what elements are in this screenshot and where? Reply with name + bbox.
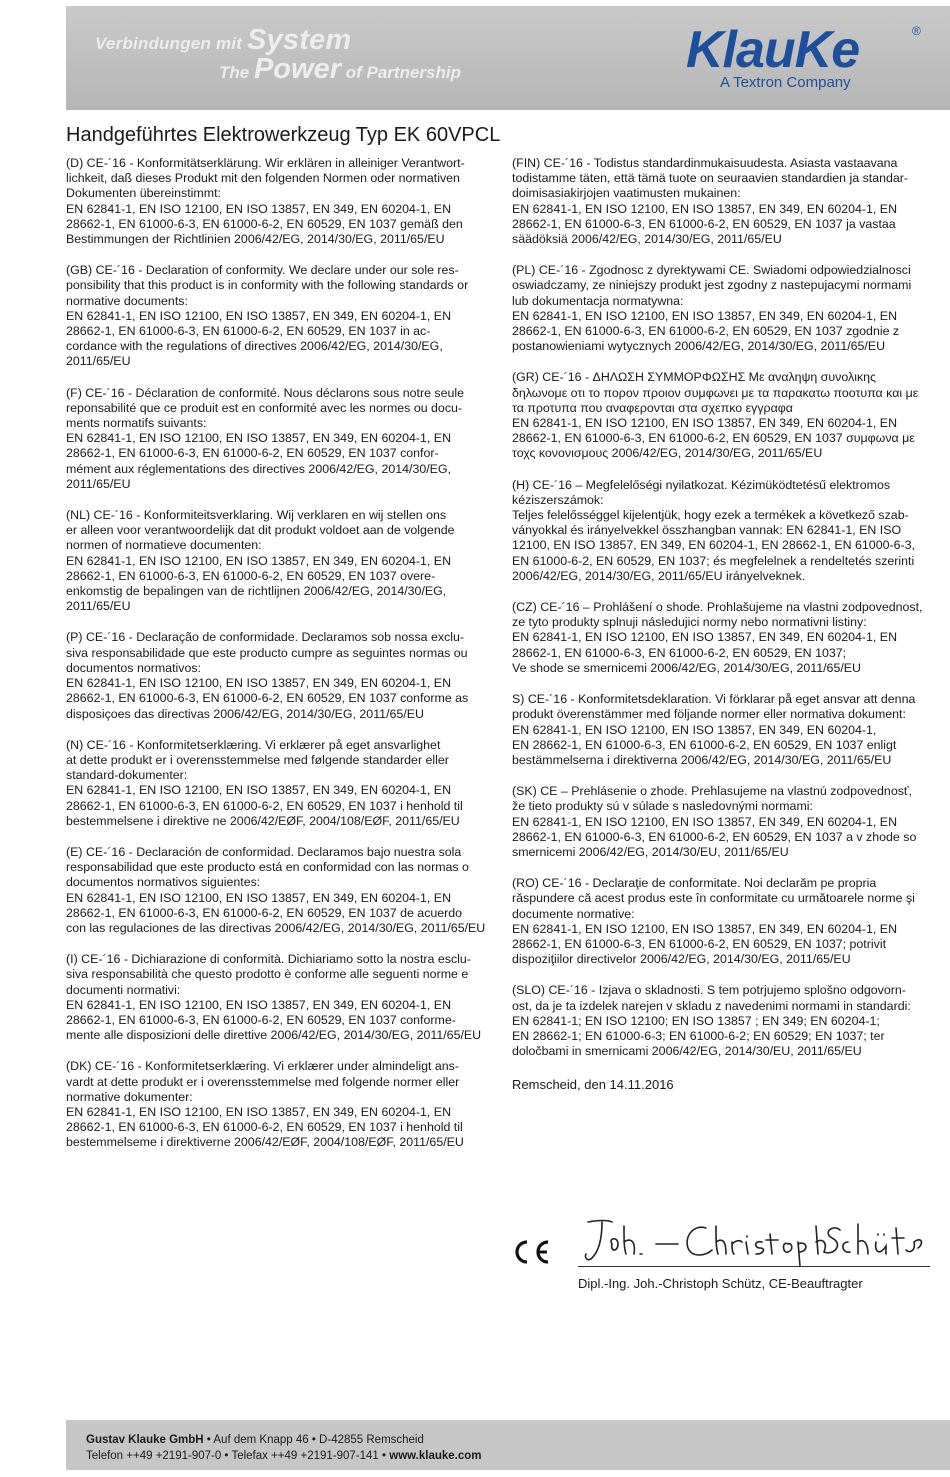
slogan-line-2-c: of Partnership bbox=[345, 63, 461, 82]
declaration-dk: (DK) CE-´16 - Konformitetserklæring. Vi erklærer under almindeligt ans- vardt at dette produkt er i overensstemmelse med folgende normer eller normative dokumenter: EN 62841-1, EN ISO 12100, EN ISO 13857, EN 349, EN 60204-1, EN 28662-1, EN 61000-6-3, EN 61000-6-2, EN 60529, EN 1037 i henhold til bestemmelseme i direktiverne 2006/42/EØF, 2004/108/EØF, 2011/65/EU bbox=[66, 1059, 464, 1150]
slogan bbox=[95, 24, 461, 86]
logo-wordmark: KlauKe bbox=[686, 21, 860, 79]
klauke-logo bbox=[686, 21, 926, 91]
declaration-cz: (CZ) CE-´16 – Prohlášení o shode. Prohlašujeme na vlastni zodpovednost, ze tyto produkty splnuji následujici normy nebo normativni listiny: EN 62841-1, EN ISO 12100, EN ISO 13857, EN 349, EN 60204-1, EN 28662-1, EN 61000-6-3, EN 61000-6-2, EN 60529, EN 1037; Ve shode se smernicemi 2006/42/EG, 2014/30/EG, 2011/65/EU bbox=[512, 600, 923, 675]
declaration-nl: (NL) CE-´16 - Konformiteitsverklaring. Wij verklaren en wij stellen ons er alleen voor verantwoordelijk dat dit produkt voldoet aan de volgende normen of normatieve documenten: EN 62841-1, EN ISO 12100, EN ISO 13857, EN 349, EN 60204-1, EN 28662-1, EN 61000-6-3, EN 61000-6-2, EN 60529, EN 1037 overe- enkomstig de bepalingen van de richtlijnen 2006/42/EG, 2014/30/EG, 2011/65/EU bbox=[66, 508, 455, 614]
footer-line-1 bbox=[86, 1432, 482, 1448]
right-column bbox=[512, 156, 950, 1092]
left-column bbox=[66, 156, 504, 1151]
declaration-ro: (RO) CE-´16 - Declaraţie de conformitate. Noi declarăm pe propria răspundere că acest produs este în conformitate cu următoarele norme şi documente normative: EN 62841-1, EN ISO 12100, EN ISO 13857, EN 349, EN 60204-1, EN 28662-1, EN 61000-6-3, EN 61000-6-2, EN 60529, EN 1037; potrivit dispoziţiilor directivelor 2006/42/EG, 2014/30/EG, 2011/65/EU bbox=[512, 876, 915, 967]
declaration-p: (P) CE-´16 - Declaração de conformidade. Declaramos sob nossa exclu- siva responsabilidade que este producto cumpre as seguintes normas ou documentos normativos: EN 62841-1, EN ISO 12100, EN ISO 13857, EN 349, EN 60204-1, EN 28662-1, EN 61000-6-3, EN 61000-6-2, EN 60529, EN 1037 conforme as disposiçoes das directivas 2006/42/EG, 2014/30/EG, 2011/65/EU bbox=[66, 630, 469, 721]
declaration-n: (N) CE-´16 - Konformitetserklæring. Vi erklærer på eget ansvarlighet at dette produkt er i overensstemmelse med følgende standarder eller standard-dokumenter: EN 62841-1, EN ISO 12100, EN ISO 13857, EN 349, EN 60204-1, EN 28662-1, EN 61000-6-3, EN 61000-6-2, EN 60529, EN 1037 i henhold til bestemmelsene i direktive ne 2006/42/EØF, 2004/108/EØF, 2011/65/EU bbox=[66, 737, 463, 828]
footer bbox=[66, 1420, 950, 1470]
declaration-gb: (GB) CE-´16 - Declaration of conformity. We declare under our sole res- ponsibility that this product is in conformity with the following standards or normative documents: EN 62841-1, EN ISO 12100, EN ISO 13857, EN 349, EN 60204-1, EN 28662-1, EN 61000-6-3, EN 61000-6-2, EN 60529, EN 1037 in ac- cordance with the regulations of directives 2006/42/EG, 2014/30/EG, 2011/65/EU bbox=[66, 263, 469, 369]
declaration-slo: (SLO) CE-´16 - Izjava o skladnosti. S tem potrjujemo splošno odgovorn- ost, da je ta izdelek narejen v skladu z navedenimi normami in standardi: EN 62841-1; EN ISO 12100; EN ISO 13857 ; EN 349; EN 60204-1; EN 28662-1; EN 61000-6-3; EN 61000-6-2; EN 60529; EN 1037; ter določbami in smernicami 2006/42/EG, 2014/30/EU, 2011/65/EU bbox=[512, 983, 911, 1059]
footer-line-2 bbox=[86, 1448, 482, 1464]
declaration-d: (D) CE-´16 - Konformitätserklärung. Wir erklären in alleiniger Verantwort- lichkeit, daß dieses Produkt mit den folgenden Normen oder normativen Dokumenten übereinstimmt: EN 62841-1, EN ISO 12100, EN ISO 13857, EN 349, EN 60204-1, EN 28662-1, EN 61000-6-3, EN 61000-6-2, EN 60529, EN 1037 gemäß den Bestimmungen der Richtlinien 2006/42/EG, 2014/30/EG, 2011/65/EU bbox=[66, 156, 465, 247]
declaration-pl: (PL) CE-´16 - Zgodnosc z dyrektywami CE. Swiadomi odpowiedzialnosci oswiadczamy, ze niniejszy produkt jest zgodny z nastepujacymi normami lub dokumentacja normatywna: EN 62841-1, EN ISO 12100, EN ISO 13857, EN 349, EN 60204-1, EN 28662-1, EN 61000-6-3, EN 61000-6-2, EN 60529, EN 1037 zgodnie z postanowieniami wytycznych 2006/42/EG, 2014/30/EG, 2011/65/EU bbox=[512, 263, 912, 354]
declaration-s: S) CE-´16 - Konformitetsdeklaration. Vi förklarar på eget ansvar att denna produkt överenstämmer med följande normer eller normativa dokument: EN 62841-1, EN ISO 12100, EN ISO 13857, EN 349, EN 60204-1, EN 28662-1, EN 61000-6-3, EN 61000-6-2, EN 60529, EN 1037 enligt bestämmelserna i direktiverna 2006/42/EG, 2014/30/EG, 2011/65/EU bbox=[512, 692, 916, 767]
ce-mark-icon bbox=[512, 1238, 552, 1266]
declaration-h: (H) CE-´16 – Megfelelőségi nyilatkozat. Kézimüködtetésű elektromos kéziszerszámok: Teljes felelősséggel kijelentjük, hogy ezek a termékek a következő szab- ványokkal és irányelvekkel összhangban vannak: EN 62841-1, EN ISO 12100, EN ISO 13857, EN 349, EN 60204-1, EN 28662-1, EN 61000-6-3, EN 61000-6-2, EN 60529, EN 1037; és megfelelnek a rendeltetés szerinti 2006/42/EG, 2014/30/EG, 2011/65/EU irányelveknek. bbox=[512, 477, 915, 583]
footer-phone-fax: Telefon ++49 +2191-907-0 • Telefax ++49 +2191-907-141 • bbox=[86, 1450, 390, 1462]
footer-website-link[interactable]: www.klauke.com bbox=[389, 1450, 482, 1462]
registered-mark: ® bbox=[912, 24, 921, 38]
signer-name: Dipl.-Ing. Joh.-Christoph Schütz, CE-Beauftragter bbox=[578, 1276, 863, 1291]
document-title: Handgeführtes Elektrowerkzeug Typ EK 60VPCL bbox=[66, 124, 501, 146]
declaration-f: (F) CE-´16 - Déclaration de conformité. Nous déclarons sous notre seule reponsabilité que ce produit est en conformité avec les normes ou docu- ments normatifs suivants: EN 62841-1, EN ISO 12100, EN ISO 13857, EN 349, EN 60204-1, EN 28662-1, EN 61000-6-3, EN 61000-6-2, EN 60529, EN 1037 confor- mément aux réglementations des directives 2006/42/EG, 2014/30/EG, 2011/65/EU bbox=[66, 385, 465, 491]
footer-company: Gustav Klauke GmbH bbox=[86, 1434, 204, 1446]
logo-subtitle: A Textron Company bbox=[720, 74, 851, 91]
footer-address: • Auf dem Knapp 46 • D-42855 Remscheid bbox=[203, 1434, 424, 1446]
declaration-i: (I) CE-´16 - Dichiarazione di conformità. Dichiariamo sotto la nostra esclu- siva responsabilità che questo prodotto è conforme alle seguenti norme e documenti normativi: EN 62841-1, EN ISO 12100, EN ISO 13857, EN 349, EN 60204-1, EN 28662-1, EN 61000-6-3, EN 61000-6-2, EN 60529, EN 1037 conforme- mente alle disposizioni delle direttive 2006/42/EG, 2014/30/EG, 2011/65/EU bbox=[66, 952, 482, 1043]
signature-icon bbox=[578, 1214, 930, 1270]
slogan-line-2 bbox=[219, 53, 461, 86]
slogan-line-2-b: Power bbox=[253, 53, 341, 85]
slogan-line-1-a: Verbindungen mit bbox=[95, 34, 243, 53]
footer-content bbox=[86, 1432, 482, 1464]
slogan-line-2-a: The bbox=[219, 63, 250, 82]
place-date: Remscheid, den 14.11.2016 bbox=[512, 1077, 674, 1093]
declaration-e: (E) CE-´16 - Declaración de conformidad. Declaramos bajo nuestra sola responsabilidad que este producto está en conformidad con las normas o documentos normativos siguientes: EN 62841-1, EN ISO 12100, EN ISO 13857, EN 349, EN 60204-1, EN 28662-1, EN 61000-6-3, EN 61000-6-2, EN 60529, EN 1037 de acuerdo con las regulaciones de las directivas 2006/42/EG, 2014/30/EG, 2011/65/EU bbox=[66, 844, 486, 935]
signature-line bbox=[578, 1266, 930, 1267]
header-banner bbox=[66, 6, 950, 110]
slogan-line-1-b: System bbox=[247, 24, 352, 56]
declaration-gr: (GR) CE-´16 - ΔΗΛΩΣΗ ΣΥΜΜΟΡΦΩΣΗΣ Με αναληψη συνολικης δηλωνομε οτι το πορον προιον συμφωνει με τα παρακατω ποοτυπα και με τα προτυπα που αναφερονται στα σχεπκο εγγραφα EN 62841-1, EN ISO 12100, EN ISO 13857, EN 349, EN 60204-1, EN 28662-1, EN 61000-6-3, EN 61000-6-2, EN 60529, EN 1037 συμφωνα με τοχς κονονισμους 2006/42/EG, 2014/30/EG, 2011/65/EU bbox=[512, 370, 919, 461]
declaration-fin: (FIN) CE-´16 - Todistus standardinmukaisuudesta. Asiasta vastaavana todistamme täten, että tämä tuote on seuraavien standardien ja standar- doimisasiakirjojen vaatimusten mukainen: EN 62841-1, EN ISO 12100, EN ISO 13857, EN 349, EN 60204-1, EN 28662-1, EN 61000-6-3, EN 61000-6-2, EN 60529, EN 1037 ja vastaa säädöksiä 2006/42/EG, 2014/30/EG, 2011/65/EU bbox=[512, 156, 909, 247]
declaration-sk: (SK) CE – Prehlásenie o zhode. Prehlasujeme na vlastnú zodpovednosť, že tieto produkty sú v súlade s nasledovnými normami: EN 62841-1, EN ISO 12100, EN ISO 13857, EN 349, EN 60204-1, EN 28662-1, EN 61000-6-3, EN 61000-6-2, EN 60529, EN 1037 a v zhode so smernicemi 2006/42/EG, 2014/30/EU, 2011/65/EU bbox=[512, 784, 917, 859]
